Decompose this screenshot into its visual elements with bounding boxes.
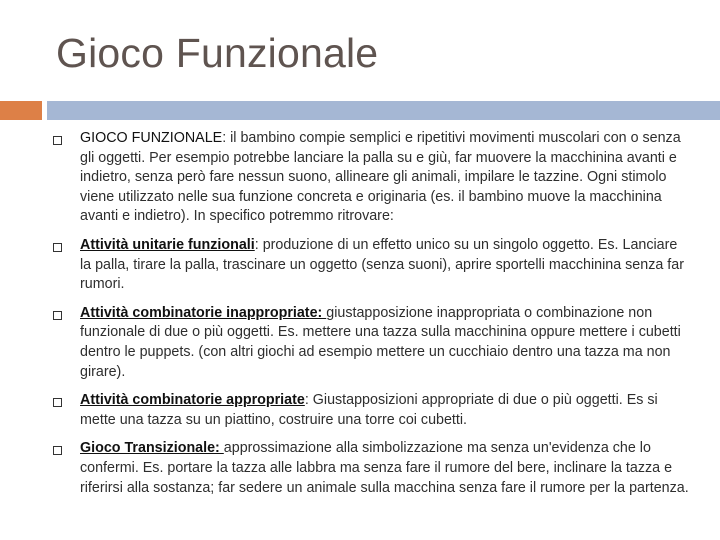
square-bullet-icon bbox=[53, 446, 62, 455]
title-divider-bar bbox=[47, 101, 720, 120]
bullet-item bbox=[52, 236, 692, 295]
bullet-item bbox=[52, 391, 692, 430]
bullet-label: Attività combinatorie inappropriate: bbox=[80, 304, 327, 321]
square-bullet-icon bbox=[53, 136, 62, 145]
bullet-text: giustapposizione inappropriata o combinazione non funzionale di due o più oggetti. Es. mettere una tazza sulla macchinina oppure mettere i cubetti dentro le puppets. (con altri giochi ad esempio mettere un cucchiaio dentro una tazza ma non girare). bbox=[80, 304, 681, 380]
bullet-label: GIOCO FUNZIONALE bbox=[80, 130, 223, 146]
bullet-list bbox=[52, 129, 692, 498]
bullet-text: approssimazione alla simbolizzazione ma senza un'evidenza che lo confermi. Es. portare la tazza alle labbra ma senza fare il rumore del bere, inclinare la tazza e riferirsi alla sostanza; far sedere un animale sulla macchina senza fare il rumore per la partenza. bbox=[80, 440, 689, 496]
title-accent-bar bbox=[0, 101, 42, 120]
bullet-label: Attività unitarie funzionali bbox=[80, 236, 255, 253]
bullet-item bbox=[52, 304, 692, 382]
bullet-label: Attività combinatorie appropriate bbox=[80, 392, 305, 409]
bullet-text: : Giustapposizioni appropriate di due o più oggetti. Es si mette una tazza su un piattino, costruire una torre coi cubetti. bbox=[80, 392, 658, 428]
square-bullet-icon bbox=[53, 243, 62, 252]
bullet-text: : il bambino compie semplici e ripetitivi movimenti muscolari con o senza gli oggetti. Per esempio potrebbe lanciare la palla su e giù, far muovere la macchinina avanti e indietro, senza però fare nessun suono, allineare gli animali, impilare le tazzine. Ogni stimolo viene utilizzato nelle sua funzione concreta e originaria (es. il bambino muove la macchinina avanti e indietro). In specifico potremmo ritrovare: bbox=[80, 130, 681, 225]
square-bullet-icon bbox=[53, 398, 62, 407]
bullet-text: : produzione di un effetto unico su un singolo oggetto. Es. Lanciare la palla, tirare la palla, trascinare un oggetto (senza suoni), aprire sportelli macchinina senza far rumori. bbox=[80, 236, 684, 293]
slide-title: Gioco Funzionale bbox=[56, 30, 379, 76]
square-bullet-icon bbox=[53, 311, 62, 320]
bullet-item bbox=[52, 129, 692, 227]
bullet-item bbox=[52, 439, 692, 498]
bullet-label: Gioco Transizionale: bbox=[80, 440, 224, 457]
